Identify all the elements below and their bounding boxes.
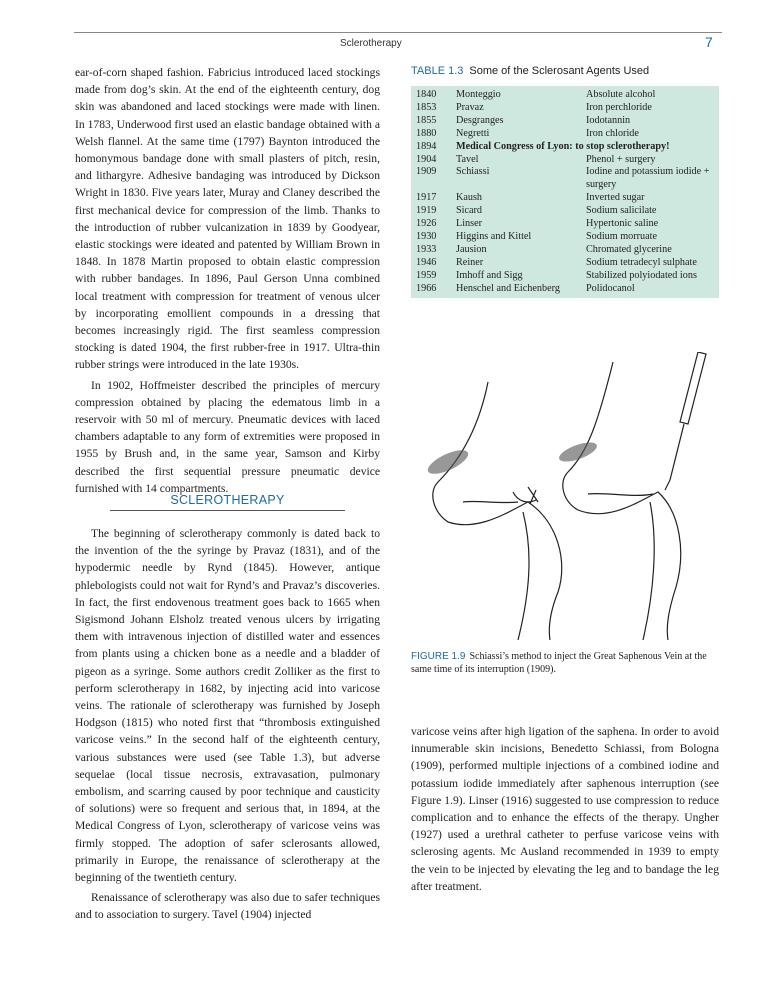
needle-entry [665, 480, 670, 490]
right-column [411, 723, 719, 898]
table-row [416, 270, 722, 283]
table-cell-name: Linser [456, 218, 483, 230]
table-cell-agent: Iodine and potassium iodide + surgery [586, 166, 710, 191]
table-cell-agent: Stabilized polyiodated ions [586, 269, 697, 281]
table-cell-name: Tavel [456, 153, 479, 165]
table-row [416, 89, 722, 102]
table-row [416, 231, 722, 244]
incision-left [513, 487, 538, 504]
table-cell-year: 1904 [416, 153, 437, 165]
right-leg-outline-inner [643, 502, 654, 640]
running-head: Sclerotherapy [340, 38, 402, 49]
figure-caption [411, 650, 721, 676]
syringe-barrel [680, 352, 706, 424]
section-heading-text: SCLEROTHERAPY [170, 493, 285, 507]
syringe-needle [670, 424, 684, 480]
table-cell-agent: Iron perchloride [586, 101, 652, 113]
table-cell-agent: Chromated glycerine [586, 243, 672, 255]
table-row [416, 141, 722, 154]
table-row [416, 218, 722, 231]
table-cell-name: Henschel and Eichenberg [456, 282, 560, 294]
table-row [416, 154, 722, 167]
table-cell-agent: Iron chloride [586, 127, 639, 139]
left-leg-knee [463, 501, 518, 502]
table-cell-agent: Hypertonic saline [586, 218, 659, 230]
body-paragraph: varicose veins after high ligation of the saphena. In order to avoid innumerable skin incisions, Benedetto Schiassi, from Bologna (1909), performed multiple injections of a combined iodine and potassium iodide immediately after saphenous interruption (see Figure 1.9). Linser (1916) suggested to use compression to reduce complication and to enhance the effects of the therapy. Ungher (1927) used a urethral catheter to perfuse varicose veins with sclerosing agents. Mc Ausland recommended in 1939 to empty the vein to be injected by elevating the leg and to bandage the leg after treatment. [411, 725, 719, 893]
section-heading [110, 491, 345, 509]
table-cell-name: Monteggio [456, 89, 501, 100]
table-cell-name: Reiner [456, 256, 484, 268]
body-paragraph: Renaissance of sclerotherapy was also due to safer techniques and to association to surgery. Tavel (1904) injected [75, 891, 380, 922]
table-cell-year: 1919 [416, 205, 437, 217]
table-cell-agent: Iodotannin [586, 114, 631, 126]
table-cell-year: 1880 [416, 127, 437, 139]
table-cell-name: Sicard [456, 205, 483, 217]
table-cell-agent: Sodium tetradecyl sulphate [586, 256, 697, 268]
table-cell-year: 1933 [416, 243, 437, 255]
table-cell-agent: Absolute alcohol [586, 89, 656, 100]
body-paragraph: ear-of-corn shaped fashion. Fabricius introduced laced stockings made from dog’s skin. At the end of the eighteenth century, dog skin was abandoned and laced stockings were made with linen. In 1783, Underwood first used an elastic bandage obtained with a Welsh flannel. At the same time (1797) Baynton introduced the homonymous bandage done with small plasters of pitch, resin, and lithargyre. Adhesive bandaging was introduced by Dickson Wright in 1830. Five years later, Muray and Claney described the first mechanical device for compression of the limb. Thanks to the introduction of rubber vulcanization in 1839 by Goodyear, elastic stockings were ideated and patented by William Brown in 1848. In 1878 Martin proposed to obtain elastic compression with rubber bandages. In 1896, Paul Gerson Unna combined local treatment with compression for treatment of venous ulcer by incorporating emollient compounds in a dressing that becomes increasingly rigid. The first seamless compression stocking is dated 1904, the first rubber-free in 1917. Ultra-thin rubber strings were introduced in the late 1930s. [75, 66, 380, 372]
table-cell-name: Schiassi [456, 166, 490, 178]
table-cell-agent: Inverted sugar [586, 192, 645, 204]
left-column [75, 64, 380, 500]
table-row [416, 244, 722, 257]
table-row [416, 115, 722, 128]
table-cell-agent: Phenol + surgery [586, 153, 656, 165]
body-paragraph: In 1902, Hoffmeister described the principles of mercury compression obtained by placing the edematous limb in a reservoir with 50 ml of mercury. Pneumatic devices with laced chambers adaptable to any form of extremities were proposed in 1955 by Brush and, in the same year, Samson and Kirby described the first sequential pressure pneumatic device furnished with 14 compartments. [75, 378, 380, 495]
table-cell-name: Jausion [456, 243, 487, 255]
table-title: Some of the Sclerosant Agents Used [469, 65, 650, 77]
body-paragraph: The beginning of sclerotherapy commonly is dated back to the invention of the the syringe by Pravaz (1831), and of the hypodermic needle by Rynd (1845). However, antique phlebologists could not wait for Rynd’s and Pravaz’s discoveries. In fact, the first endovenous treatment goes back to 1665 when Sigismond Johann Elsholz treated venous ulcers by irrigating them with intravenous injection of distilled water and essences from plants using a chicken bone as a needle and a bladder of pigeon as a syringe. Some authors credit Zolliker as the first to perform sclerotherapy in 1682, by injecting acid into varicose veins. The rationale of sclerotherapy was furnished by Joseph Hodgson (1815) who noted first that “thrombosis extinguished varicose veins.” In the second half of the eighteenth century, various substances were used (see Table 1.3), but adverse sequelae (local tissue necrosis, extravasation, pulmonary embolism, and scarring caused by poor technique and causticity of solutions) were so frequent and serious that, in 1894, at the Medical Congress of Lyon, sclerotherapy of varicose veins was firmly stopped. The adoption of safer sclerosants allowed, primarily in Europe, the renaissance of sclerotherapy at the beginning of the twentieth century. [75, 527, 380, 885]
table-row [416, 283, 722, 296]
table-cell-agent: Polidocanol [586, 282, 635, 294]
table-cell-year: 1917 [416, 192, 437, 204]
figure-label: FIGURE 1.9 [411, 651, 466, 662]
table-row [416, 102, 722, 115]
header-rule [74, 32, 722, 33]
table-caption [411, 65, 649, 77]
table-cell-year: 1909 [416, 166, 437, 178]
table-row [416, 257, 722, 270]
left-leg-outline [433, 382, 562, 640]
table-cell-name: Higgins and Kittel [456, 230, 532, 242]
table-cell-year: 1853 [416, 101, 437, 113]
table-cell-year: 1946 [416, 256, 437, 268]
table-cell-agent: Sodium salicilate [586, 205, 657, 217]
table-cell-name: Negretti [456, 127, 490, 139]
table-cell-name: Desgranges [456, 114, 504, 126]
page-number: 7 [705, 34, 713, 50]
figure-caption-text: Schiassi’s method to inject the Great Saphenous Vein at the same time of its interruption (1909). [411, 651, 707, 675]
table-cell-year: 1894 [416, 140, 437, 152]
table-cell-year: 1966 [416, 282, 437, 294]
table-cell-year: 1840 [416, 89, 437, 100]
table-cell-name: Pravaz [456, 101, 484, 113]
table-cell-year: 1855 [416, 114, 437, 126]
right-leg-knee [588, 494, 653, 496]
left-column-section [75, 525, 380, 927]
table-cell-year: 1930 [416, 230, 437, 242]
table-cell-year: 1959 [416, 269, 437, 281]
sclerosant-table [416, 89, 722, 296]
left-leg-outline-inner [518, 512, 529, 640]
table-cell-year: 1926 [416, 218, 437, 230]
table-label: TABLE 1.3 [411, 65, 464, 77]
right-leg-outline [563, 362, 681, 640]
table-cell-note: Medical Congress of Lyon: to stop sclerotherapy! [456, 140, 670, 152]
table-cell-agent: Sodium morruate [586, 230, 658, 242]
table-row [416, 205, 722, 218]
table-row [416, 128, 722, 141]
table-cell-name: Kaush [456, 192, 483, 204]
table-cell-name: Imhoff and Sigg [456, 269, 523, 281]
schiassi-injection-figure [418, 352, 718, 642]
section-rule [110, 510, 345, 511]
table-row [416, 166, 722, 192]
table-row [416, 192, 722, 205]
